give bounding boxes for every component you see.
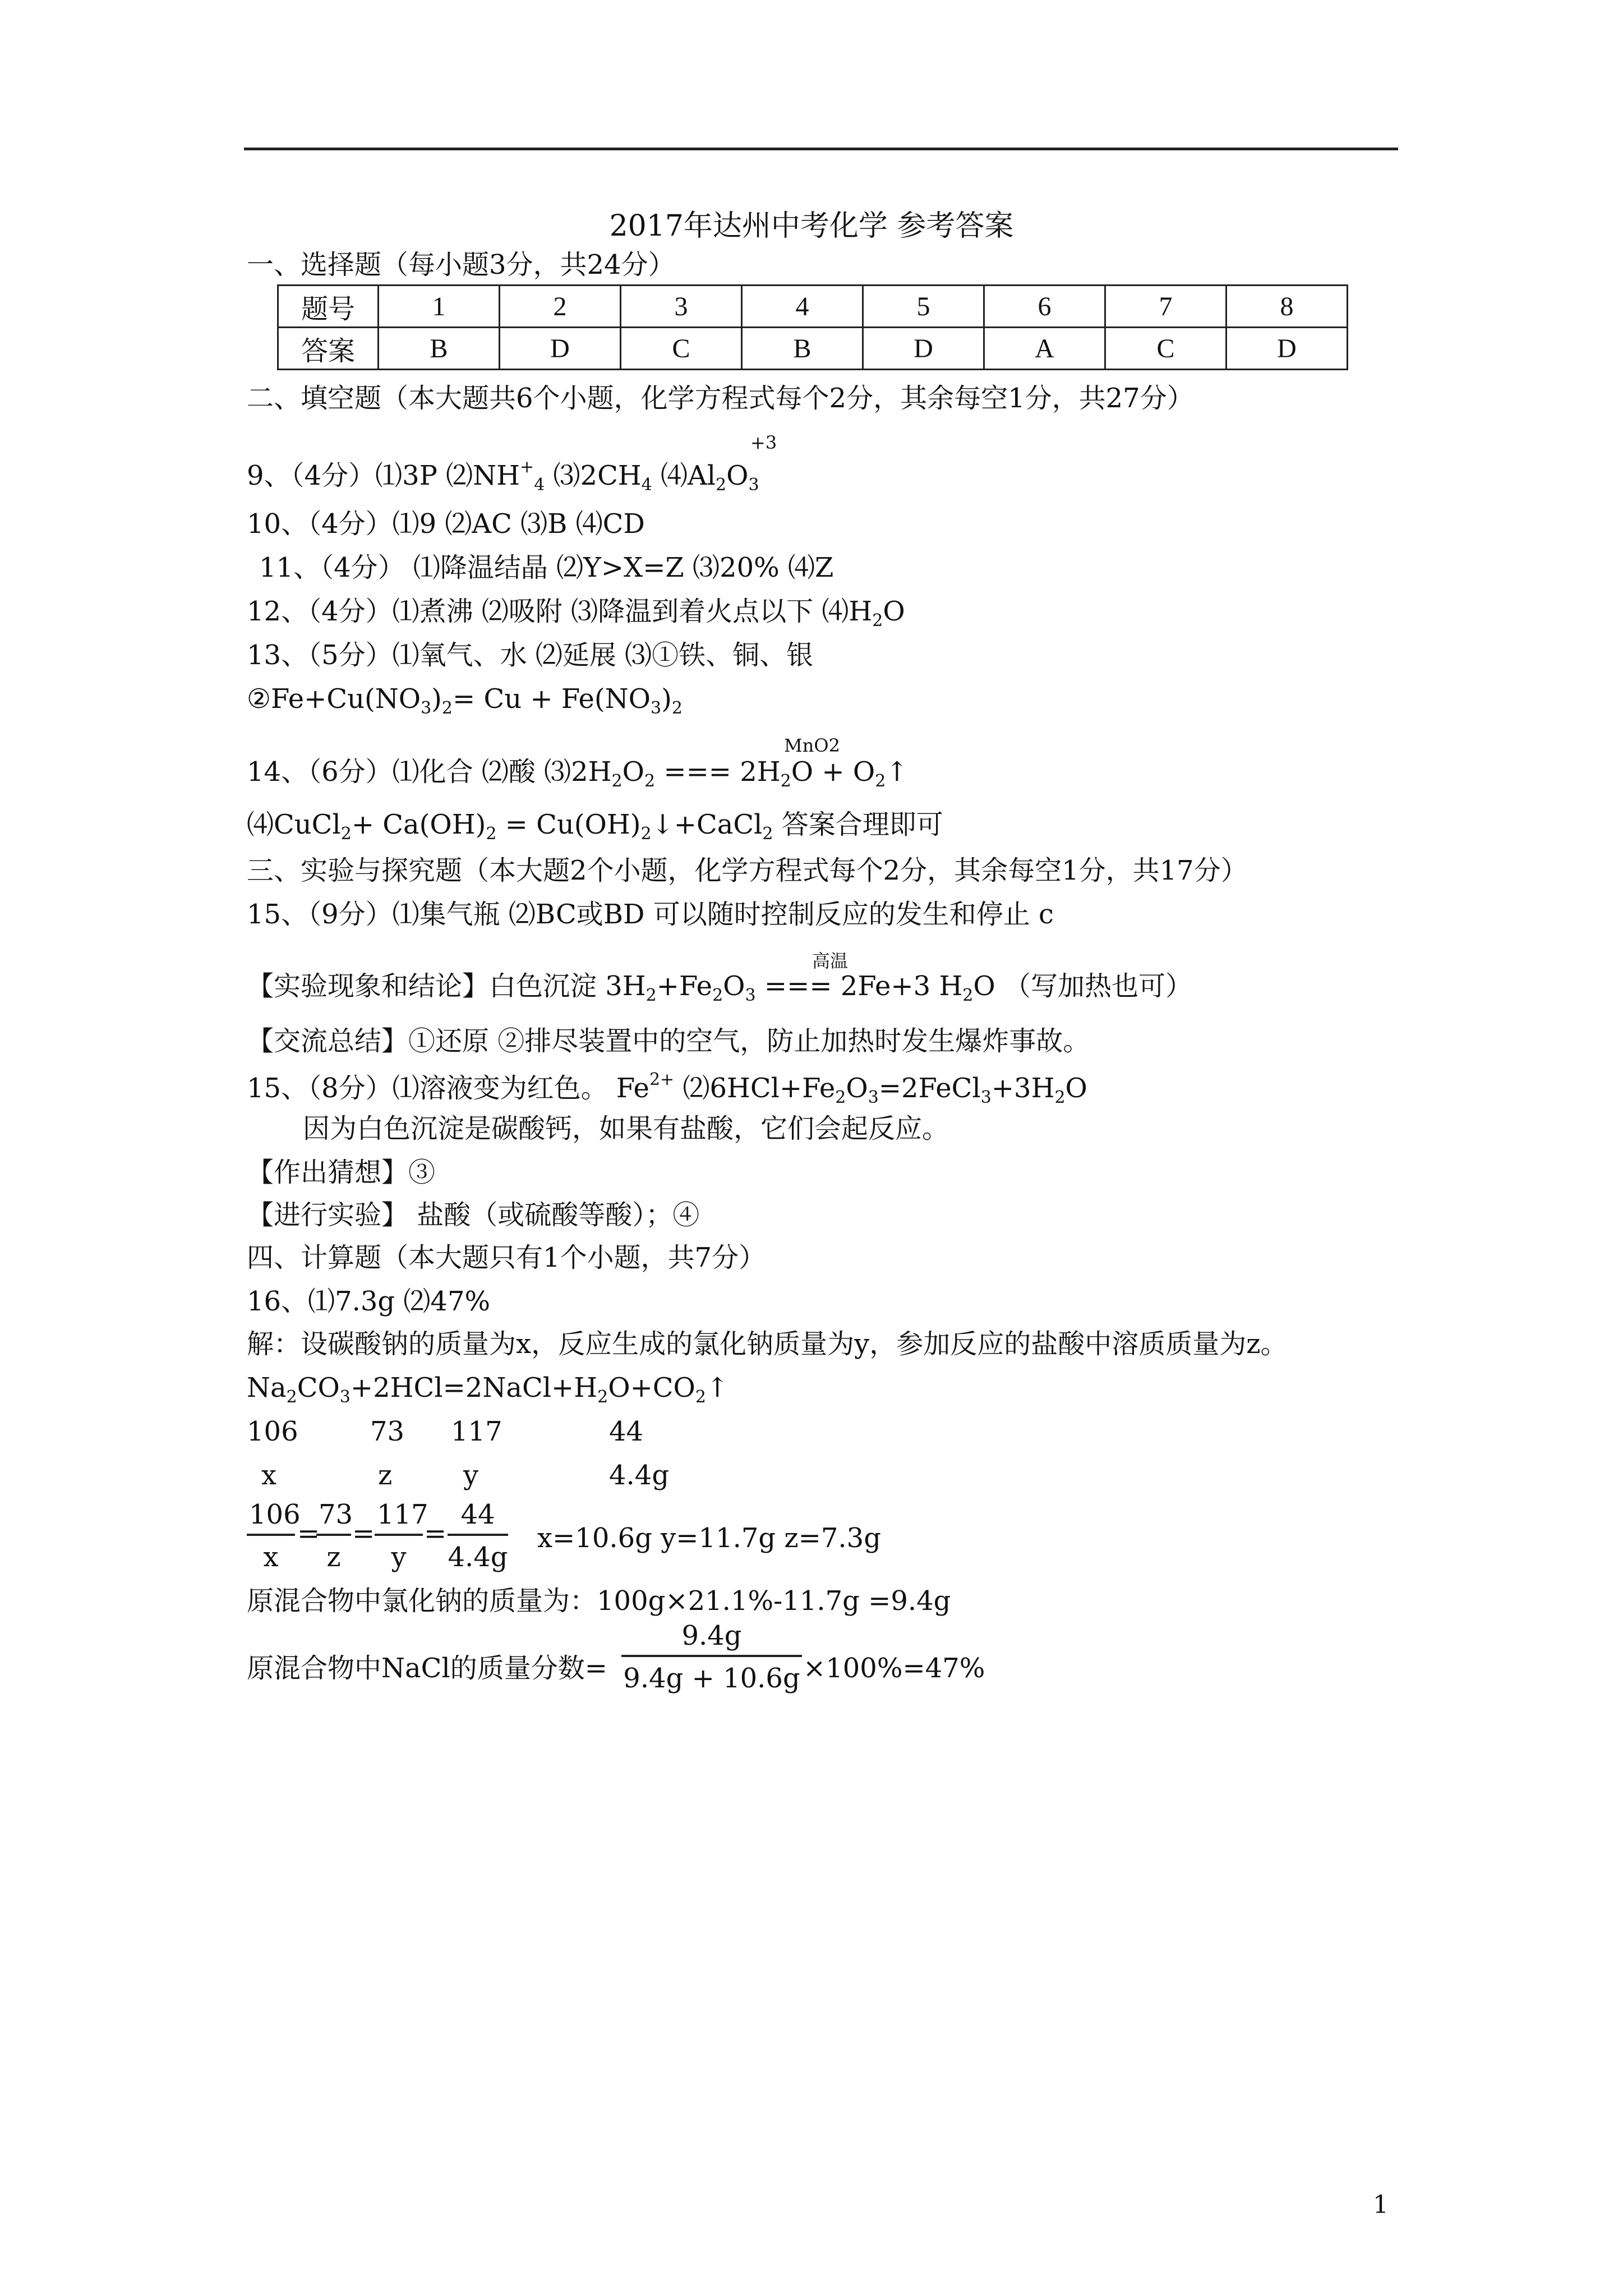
- answer-q15e: 因为白色沉淀是碳酸钙，如果有盐酸，它们会起反应。: [303, 1113, 949, 1144]
- answer-table: [277, 284, 1348, 370]
- table-cell: 5: [863, 286, 984, 328]
- q16-fraction: $\frac{73}{z}$: [316, 1499, 351, 1573]
- q16-equation: $Na_2CO_3+2HCl=2NaCl+H_2O+CO_2↑$: [247, 1372, 729, 1407]
- q16-unknown-co2: 4.4g: [609, 1460, 670, 1491]
- section2-heading: 二、填空题（本大题共6个小题，化学方程式每个2分，其余每空1分，共27分）: [247, 383, 1194, 414]
- q16-results: x=10.6g y=11.7g z=7.3g: [537, 1522, 881, 1554]
- answer-q14: 14、（6分）⑴化合 ⑵酸 $⑶2H_2O_2$ === $2H_2O$ + $O_2↑$: [247, 756, 909, 791]
- table-cell: A: [984, 328, 1105, 370]
- table-cell: C: [1105, 328, 1227, 370]
- q16-mass-na2co3: 106: [247, 1416, 298, 1447]
- equals-sign: =: [352, 1518, 375, 1549]
- q16-mass-hcl: 73: [370, 1416, 405, 1447]
- table-cell: C: [621, 328, 742, 370]
- answer-q12: 12、（4分）⑴煮沸 ⑵吸附 ⑶降温到着火点以下 $⑷H_2O$: [247, 596, 905, 631]
- section1-heading: 一、选择题（每小题3分，共24分）: [247, 249, 675, 280]
- equals-sign: =: [424, 1518, 447, 1549]
- answer-q15g: 【进行实验】 盐酸（或硫酸等酸）；④: [247, 1199, 700, 1231]
- q16-fraction: $\frac{106}{x}$: [247, 1499, 295, 1573]
- page-number: 1: [1373, 2191, 1389, 2219]
- section3-heading: 三、实验与探究题（本大题2个小题，化学方程式每个2分，其余每空1分，共17分）: [247, 855, 1248, 886]
- valence-label: +3: [750, 432, 777, 453]
- answer-q15a: 15、（9分）⑴集气瓶 ⑵BC或BD 可以随时控制反应的发生和停止 c: [247, 899, 1054, 930]
- table-cell: 4: [742, 286, 863, 328]
- answer-q15d: 15、（8分）⑴溶液变为红色。 $Fe^{2+}$ $⑵6HCl+Fe_2O_3=2FeCl_3+3H_2O$: [247, 1070, 1087, 1107]
- answer-q11: 11、（4分） ⑴降温结晶 ⑵Y>X=Z ⑶20% ⑷Z: [259, 552, 834, 583]
- q16-fraction: $\frac{44}{4.4g}$: [448, 1499, 508, 1573]
- answer-q13-equation: $②Fe+Cu(NO_3)_2= Cu + Fe(NO_3)_2$: [247, 683, 683, 718]
- condition-label: 高温: [812, 950, 849, 972]
- table-row: [278, 328, 1348, 370]
- answer-q15c: 【交流总结】①还原 ②排尽装置中的空气，防止加热时发生爆炸事故。: [247, 1025, 1090, 1057]
- q16-mass-co2: 44: [609, 1416, 644, 1447]
- answer-q13: 13、（5分）⑴氧气、水 ⑵延展 ⑶①铁、铜、银: [247, 639, 814, 671]
- table-cell: D: [1227, 328, 1348, 370]
- section4-heading: 四、计算题（本大题只有1个小题，共7分）: [247, 1242, 766, 1273]
- page-title: 2017年达州中考化学 参考答案: [609, 209, 1014, 243]
- answer-q15b: 【实验现象和结论】白色沉淀 $3H_2+Fe_2O_3$ === 2Fe+3 $H_2O$ （写加热也可）: [247, 970, 1193, 1005]
- answer-q9: 9、（4分）⑴3P $⑵NH^+_4$ $⑶2CH_4$ $⑷Al_2O_3$: [247, 457, 759, 495]
- answer-q16: 16、⑴7.3g ⑵47%: [247, 1286, 491, 1317]
- table-cell: 6: [984, 286, 1105, 328]
- q16-fraction-label: 原混合物中NaCl的质量分数=: [247, 1653, 607, 1684]
- header-rule: [244, 148, 1398, 150]
- q16-unknown-x: x: [261, 1460, 277, 1491]
- equals-sign: =: [297, 1518, 320, 1549]
- q16-mass-fraction: $\frac{9.4g}{9.4g + 10.6g}$: [621, 1620, 802, 1694]
- answer-q10: 10、（4分）⑴9 ⑵AC ⑶B ⑷CD: [247, 508, 645, 540]
- q16-fraction-tail: ×100%=47%: [803, 1653, 985, 1684]
- table-cell: B: [742, 328, 863, 370]
- table-cell: B: [379, 328, 500, 370]
- table-cell: 3: [621, 286, 742, 328]
- q16-mass-nacl: 117: [451, 1416, 502, 1447]
- table-row-label: 题号: [278, 286, 379, 328]
- table-cell: 8: [1227, 286, 1348, 328]
- table-cell: 1: [379, 286, 500, 328]
- table-cell: D: [500, 328, 621, 370]
- answer-q15f: 【作出猜想】③: [247, 1157, 436, 1188]
- table-cell: 7: [1105, 286, 1227, 328]
- answer-q14-equation: ⑷CuCl$_2$+ $Ca(OH)_2$ = $Cu(OH)_2↓+CaCl_2$ 答案合理即可: [247, 809, 943, 844]
- q16-unknown-y: y: [463, 1460, 479, 1491]
- table-cell: 2: [500, 286, 621, 328]
- q16-solution: 解：设碳酸钠的质量为x，反应生成的氯化钠质量为y，参加反应的盐酸中溶质质量为z。: [247, 1328, 1288, 1360]
- catalyst-label: MnO2: [784, 735, 840, 756]
- q16-unknown-z: z: [378, 1460, 393, 1491]
- table-cell: D: [863, 328, 984, 370]
- q16-fraction: $\frac{117}{y}$: [375, 1499, 423, 1573]
- q16-nacl-mass: 原混合物中氯化钠的质量为：100g×21.1%-11.7g =9.4g: [247, 1585, 951, 1617]
- table-row-label: 答案: [278, 328, 379, 370]
- table-row: [278, 286, 1348, 328]
